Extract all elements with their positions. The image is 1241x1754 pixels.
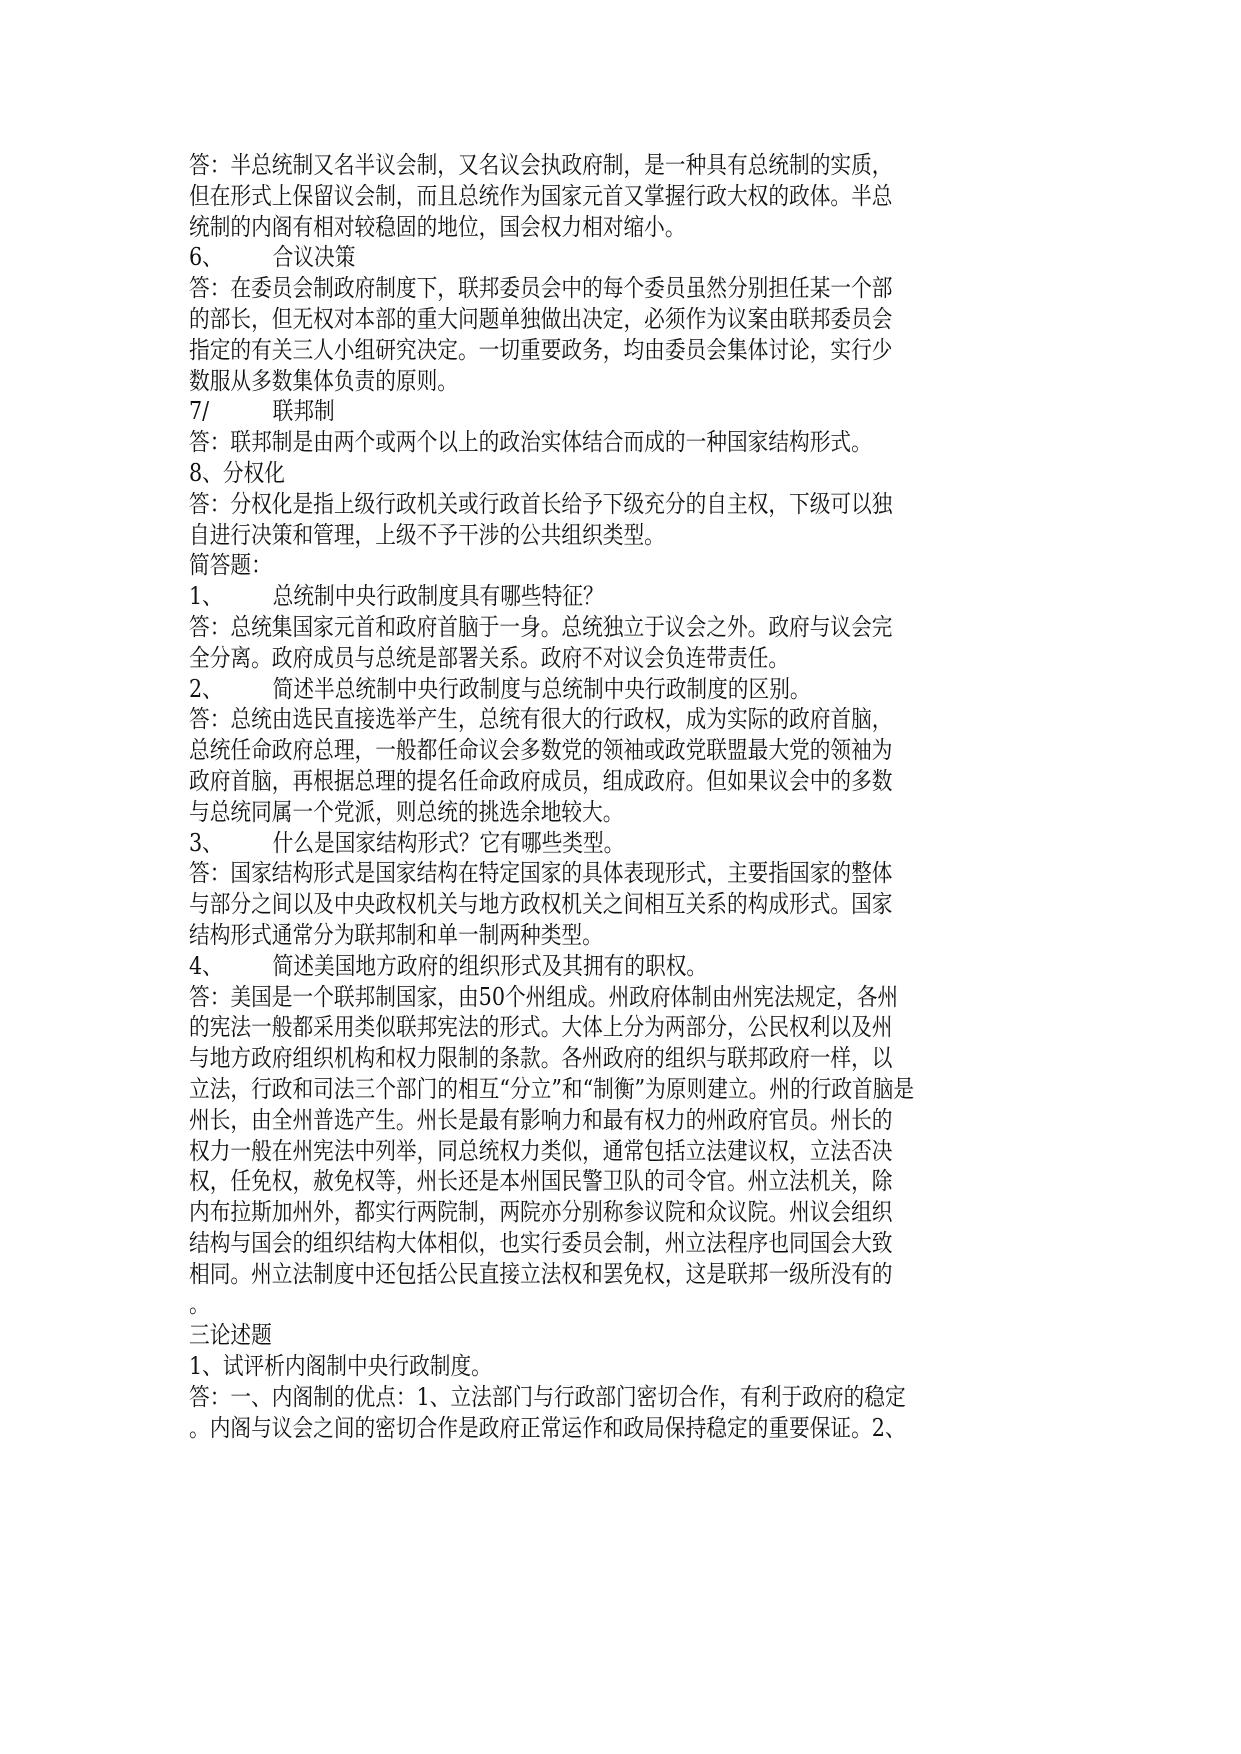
text-line: 答：分权化是指上级行政机关或行政首长给予下级充分的自主权，下级可以独 — [189, 489, 893, 518]
text-line: 内布拉斯加州外，都实行两院制，两院亦分别称参议院和众议院。州议会组织 — [189, 1198, 893, 1227]
text-line: 答：美国是一个联邦制国家，由50个州组成。州政府体制由州宪法规定，各州 — [189, 982, 899, 1011]
text-line: 的宪法一般都采用类似联邦宪法的形式。大体上分为两部分，公民权利以及州 — [189, 1013, 893, 1042]
section-title: 联邦制 — [272, 397, 335, 426]
section-title: 总统制中央行政制度具有哪些特征？ — [272, 582, 604, 611]
text-line: 与总统同属一个党派，则总统的挑选余地较大。 — [189, 797, 624, 826]
text-line: 。 — [189, 1290, 210, 1319]
text-line: 结构与国会的组织结构大体相似，也实行委员会制，州立法程序也同国会大致 — [189, 1228, 893, 1257]
section-number: 4、 — [189, 951, 223, 980]
text-line: 指定的有关三人小组研究决定。一切重要政务，均由委员会集体讨论，实行少 — [189, 335, 893, 364]
section-title: 什么是国家结构形式？它有哪些类型。 — [272, 828, 625, 857]
text-line: 的部长，但无权对本部的重大问题单独做出决定，必须作为议案由联邦委员会 — [189, 304, 893, 333]
document-page — [189, 150, 1059, 1443]
section-number: 2、 — [189, 674, 223, 703]
section-heading — [189, 674, 939, 705]
text-line: 。内阁与议会之间的密切合作是政府正常运作和政局保持稳定的重要保证。2、 — [189, 1413, 906, 1442]
section-heading — [189, 396, 939, 427]
text-line: 统制的内阁有相对较稳固的地位，国会权力相对缩小。 — [189, 212, 686, 241]
text-line: 数服从多数集体负责的原则。 — [189, 366, 458, 395]
text-line: 总统任命政府总理，一般都任命议会多数党的领袖或政党联盟最大党的领袖为 — [189, 736, 893, 765]
text-line: 答：总统集国家元首和政府首脑于一身。总统独立于议会之外。政府与议会完 — [189, 612, 893, 641]
text-line: 答：总统由选民直接选举产生，总统有很大的行政权，成为实际的政府首脑， — [189, 705, 893, 734]
text-line: 1、试评析内阁制中央行政制度。 — [189, 1352, 492, 1381]
text-line: 权，任免权，赦免权等，州长还是本州国民警卫队的司令官。州立法机关，除 — [189, 1167, 893, 1196]
text-line: 立法，行政和司法三个部门的相互“分立”和“制衡”为原则建立。州的行政首脑是 — [189, 1074, 915, 1103]
text-line: 与部分之间以及中央政权机关与地方政权机关之间相互关系的构成形式。国家 — [189, 890, 893, 919]
section-heading — [189, 828, 939, 859]
section-title: 合议决策 — [272, 243, 356, 272]
text-line: 8、分权化 — [189, 458, 285, 487]
section-heading — [189, 242, 939, 273]
text-line: 简答题： — [189, 551, 272, 580]
text-line: 政府首脑，再根据总理的提名任命政府成员，组成政府。但如果议会中的多数 — [189, 766, 893, 795]
text-line: 与地方政府组织机构和权力限制的条款。各州政府的组织与联邦政府一样，以 — [189, 1044, 893, 1073]
text-line: 答：一、内阁制的优点：1、立法部门与行政部门密切合作，有利于政府的稳定 — [189, 1382, 906, 1411]
text-line: 答：联邦制是由两个或两个以上的政治实体结合而成的一种国家结构形式。 — [189, 428, 872, 457]
text-line: 答：在委员会制政府制度下，联邦委员会中的每个委员虽然分别担任某一个部 — [189, 274, 893, 303]
section-title: 简述美国地方政府的组织形式及其拥有的职权。 — [272, 951, 708, 980]
text-line: 答：国家结构形式是国家结构在特定国家的具体表现形式，主要指国家的整体 — [189, 859, 893, 888]
text-line: 自进行决策和管理，上级不予干涉的公共组织类型。 — [189, 520, 665, 549]
section-heading — [189, 951, 939, 982]
section-title: 简述半总统制中央行政制度与总统制中央行政制度的区别。 — [272, 674, 811, 703]
text-line: 相同。州立法制度中还包括公民直接立法权和罢免权，这是联邦一级所没有的 — [189, 1259, 893, 1288]
section-number: 3、 — [189, 828, 223, 857]
text-line: 答：半总统制又名半议会制，又名议会执政府制，是一种具有总统制的实质， — [189, 151, 893, 179]
text-line: 州长，由全州普选产生。州长是最有影响力和最有权力的州政府官员。州长的 — [189, 1105, 893, 1134]
text-line: 权力一般在州宪法中列举，同总统权力类似，通常包括立法建议权，立法否决 — [189, 1136, 893, 1165]
text-line: 结构形式通常分为联邦制和单一制两种类型。 — [189, 920, 603, 949]
section-number: 7/ — [189, 397, 210, 426]
section-number: 6、 — [189, 243, 223, 272]
text-line: 三论述题 — [189, 1321, 272, 1350]
section-number: 1、 — [189, 582, 223, 611]
section-heading — [189, 581, 939, 612]
text-line: 但在形式上保留议会制，而且总统作为国家元首又掌握行政大权的政体。半总 — [189, 181, 893, 210]
text-line: 全分离。政府成员与总统是部署关系。政府不对议会负连带责任。 — [189, 643, 790, 672]
